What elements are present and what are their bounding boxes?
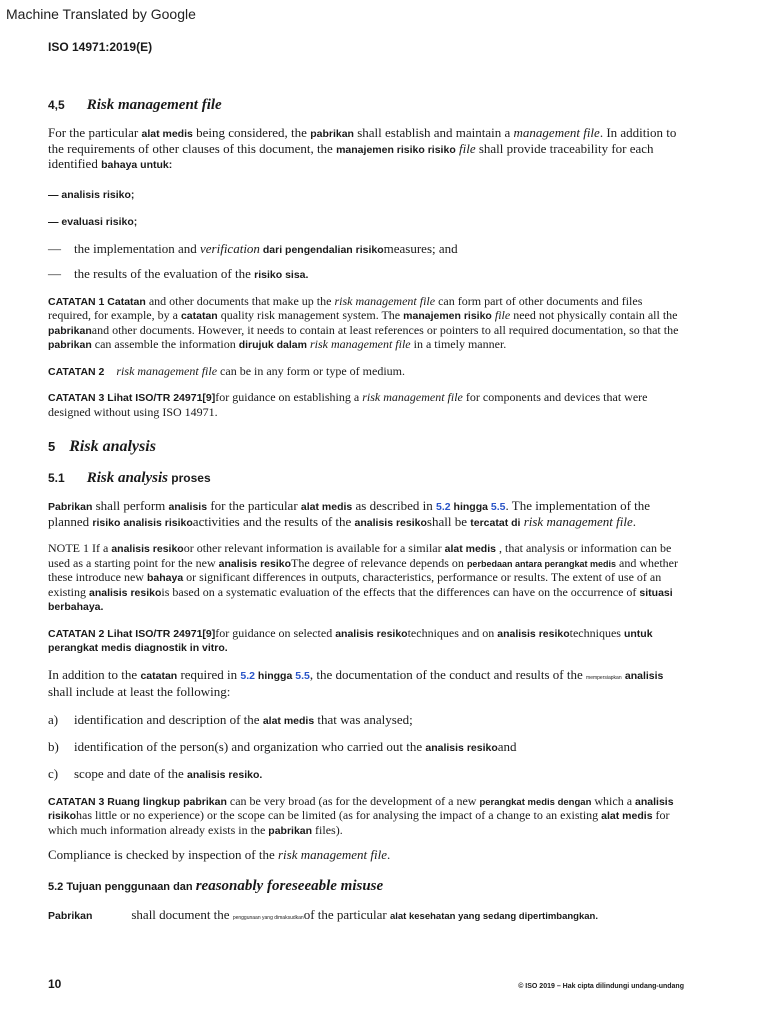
list-dash-item: — analisis risiko; xyxy=(48,188,135,201)
section-title: Risk management file xyxy=(86,97,222,113)
section-4-5-heading xyxy=(48,96,684,114)
standard-header: ISO 14971:2019(E) xyxy=(48,40,153,54)
section-5-2-paragraph: Pabrikan shall document the penggunaan yang dimaksudkanof the particular alat kesehatan yang sedang dipertimbangkan. xyxy=(48,906,598,922)
list-dash-item: — the results of the evaluation of the risiko sisa. xyxy=(48,266,309,281)
note-3: CATATAN 3 Ruang lingkup pabrikan can be very broad (as for the development of a new perangkat medis dengan which a analisis risikohas little or no experience) or the scope can be limited (as for analysing the impact of a change to an existing alat medis for which much information already exists in the pabrikan files). xyxy=(48,793,674,837)
list-dash-item: — the implementation and verification dari pengendalian risikomeasures; and xyxy=(48,240,458,256)
section-number: 5 xyxy=(48,439,56,454)
machine-translation-banner: Machine Translated by Google xyxy=(6,6,196,22)
document-body xyxy=(48,96,684,925)
note-2: CATATAN 2 Lihat ISO/TR 24971[9]for guidance on selected analisis resikotechniques and on analisis resikotechniques untuk perangkat medis diagnostik in vitro. xyxy=(48,625,653,654)
note-2: CATATAN 2 risk management file can be in any form or type of medium. xyxy=(48,363,405,378)
section-title: Risk analysis xyxy=(86,470,168,486)
list-item-c: c) scope and date of the analisis resiko. xyxy=(48,765,263,781)
section-number: 4,5 xyxy=(48,98,65,112)
section-5-2-heading: 5.2 Tujuan penggunaan dan reasonably foreseeable misuse xyxy=(48,877,384,894)
link-5-5[interactable]: 5.5 xyxy=(490,501,506,513)
section-number: 5.1 xyxy=(48,471,65,485)
section-5-heading xyxy=(48,437,684,457)
note-3: CATATAN 3 Lihat ISO/TR 24971[9]for guidance on establishing a risk management file for components and devices that were designed without using ISO 14971. xyxy=(48,390,648,419)
documentation-paragraph: In addition to the catatan required in 5.2 hingga 5.5, the documentation of the conduct and results of the mempersiapkan analisis shall include at least the following: xyxy=(48,666,664,699)
link-5-2[interactable]: 5.2 xyxy=(240,669,255,682)
page-number: 10 xyxy=(48,977,62,991)
copyright-notice: © ISO 2019 – Hak cipta dilindungi undang-undang xyxy=(518,983,684,990)
list-item-a: a) identification and description of the alat medis that was analysed; xyxy=(48,711,413,727)
link-5-5[interactable]: 5.5 xyxy=(295,669,310,682)
compliance-paragraph: Compliance is checked by inspection of the risk management file. xyxy=(48,847,391,862)
link-5-2[interactable]: 5.2 xyxy=(436,501,451,513)
note-1: CATATAN 1 Catatan and other documents that make up the risk management file can form part of other documents and files required, for example, by a catatan quality risk management system. The manajemen risiko file need not physically contain all the pabrikanand other documents. However, it needs to contain at least references or pointers to all required documentation, so that the pabrikan can assemble the information dirujuk dalam risk management file in a timely manner. xyxy=(48,293,679,351)
page-footer xyxy=(48,977,684,991)
section-title: Risk analysis xyxy=(69,438,156,455)
section-5-1-heading: 5.1 Risk analysis proses xyxy=(48,470,211,486)
section-4-5-paragraph: For the particular alat medis being considered, the pabrikan shall establish and maintain a management file. In addition to the requirements of other clauses of this document, the manajemen risiko risiko file shall provide traceability for each identified bahaya untuk: xyxy=(48,125,677,171)
list-dash-item: — evaluasi risiko; xyxy=(48,216,138,228)
note-1: NOTE 1 If a analisis resikoor other relevant information is available for a similar alat medis , that analysis or information can be used as a starting point for the new analisis resikoThe degree of relevance depends on perbedaan antara perangkat medis and whether these introduce new bahaya or significant differences in outputs, characteristics, performance or results. The extent of use of an existing analisis resikois based on a systematic evaluation of the effects that the differences can have on the occurrence of situasi berbahaya. xyxy=(48,541,678,613)
section-5-1-paragraph: Pabrikan shall perform analisis for the particular alat medis as described in 5.2 hingga 5.5. The implementation of the planned risiko analisis risikoactivities and the results of the analisis resikoshall be tercatat di risk management file. xyxy=(48,498,651,529)
list-item-b: b) identification of the person(s) and organization who carried out the analisis resikoand xyxy=(48,738,517,754)
